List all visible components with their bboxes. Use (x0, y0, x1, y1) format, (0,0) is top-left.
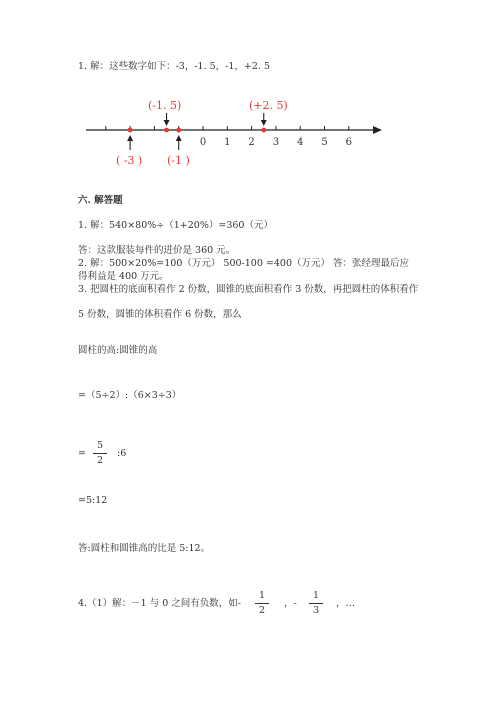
q4-separator: ，- (284, 598, 297, 609)
arrow-down-head (261, 120, 267, 126)
ratio-fraction (93, 441, 107, 465)
arrow-up-head (127, 135, 133, 141)
fraction-bar (93, 453, 107, 454)
red-point (164, 128, 169, 133)
section-title: 六. 解答题 (78, 195, 123, 206)
tick-label: 3 (272, 137, 280, 148)
q1-answer-line: 1. 解：这些数字如下：-3，-1. 5，-1，+2. 5 (78, 61, 271, 72)
axis-arrowhead (373, 126, 382, 134)
fraction-bar (255, 603, 269, 604)
q2-solution: 2. 解：500×20%=100（万元） 500-100 =400（万元） 答：张经理最后应 (78, 258, 410, 269)
ratio-title: 圆柱的高:圆锥的高 (78, 345, 158, 356)
label-minus-1: (-1 ) (167, 154, 190, 167)
q4-prefix: 4.（1）解：－1 与 0 之间有负数，如- (78, 598, 241, 609)
tick-label: 0 (199, 137, 207, 148)
q4-fraction-2-numerator: 1 (312, 590, 320, 601)
arrow-down-head (164, 120, 170, 126)
tick-label: 5 (321, 137, 328, 148)
red-point (176, 128, 181, 133)
label-minus-3: ( -3 ) (116, 154, 143, 167)
ratio-result: =5:12 (78, 495, 108, 506)
q1-solution: 1. 解：540×80%÷（1+20%）=360（元） (78, 220, 273, 231)
q2-solution-cont: 得利益是 400 万元。 (78, 271, 169, 282)
q4-fraction-1 (255, 591, 269, 615)
ratio-expression: =（5÷2）:（6×3÷3） (78, 390, 182, 401)
fraction-bar (309, 603, 323, 604)
red-point (128, 128, 133, 133)
ratio-fraction-numerator: 5 (96, 440, 104, 451)
arrow-up-head (176, 135, 182, 141)
tick-label: 1 (224, 137, 231, 148)
ratio-fraction-denominator: 2 (96, 454, 104, 466)
ratio-answer: 答:圆柱和圆锥高的比是 5:12。 (78, 543, 211, 554)
ratio-frac-prefix: = (78, 448, 86, 459)
q4-fraction-1-denominator: 2 (258, 604, 266, 616)
ratio-frac-suffix: :6 (117, 448, 127, 459)
q4-fraction-2-denominator: 3 (312, 604, 320, 616)
q4-suffix: ，… (336, 598, 356, 609)
q1-answer: 答：这款服装每件的进价是 360 元。 (78, 245, 236, 256)
q3-solution: 3. 把圆柱的底面积看作 2 份数，圆锥的底面积看作 3 份数，再把圆柱的体积看作 (78, 284, 419, 295)
tick-label: 6 (345, 137, 352, 148)
label-minus-1.5: (-1. 5) (148, 99, 182, 112)
q4-fraction-2 (309, 591, 323, 615)
tick-label: 4 (297, 137, 304, 148)
label-plus-2.5: (+2. 5) (249, 99, 288, 112)
q3-solution-cont: 5 份数，圆锥的体积看作 6 份数，那么 (78, 309, 242, 320)
red-point (261, 128, 266, 133)
q4-fraction-1-numerator: 1 (258, 590, 266, 601)
tick-label: 2 (248, 137, 255, 148)
